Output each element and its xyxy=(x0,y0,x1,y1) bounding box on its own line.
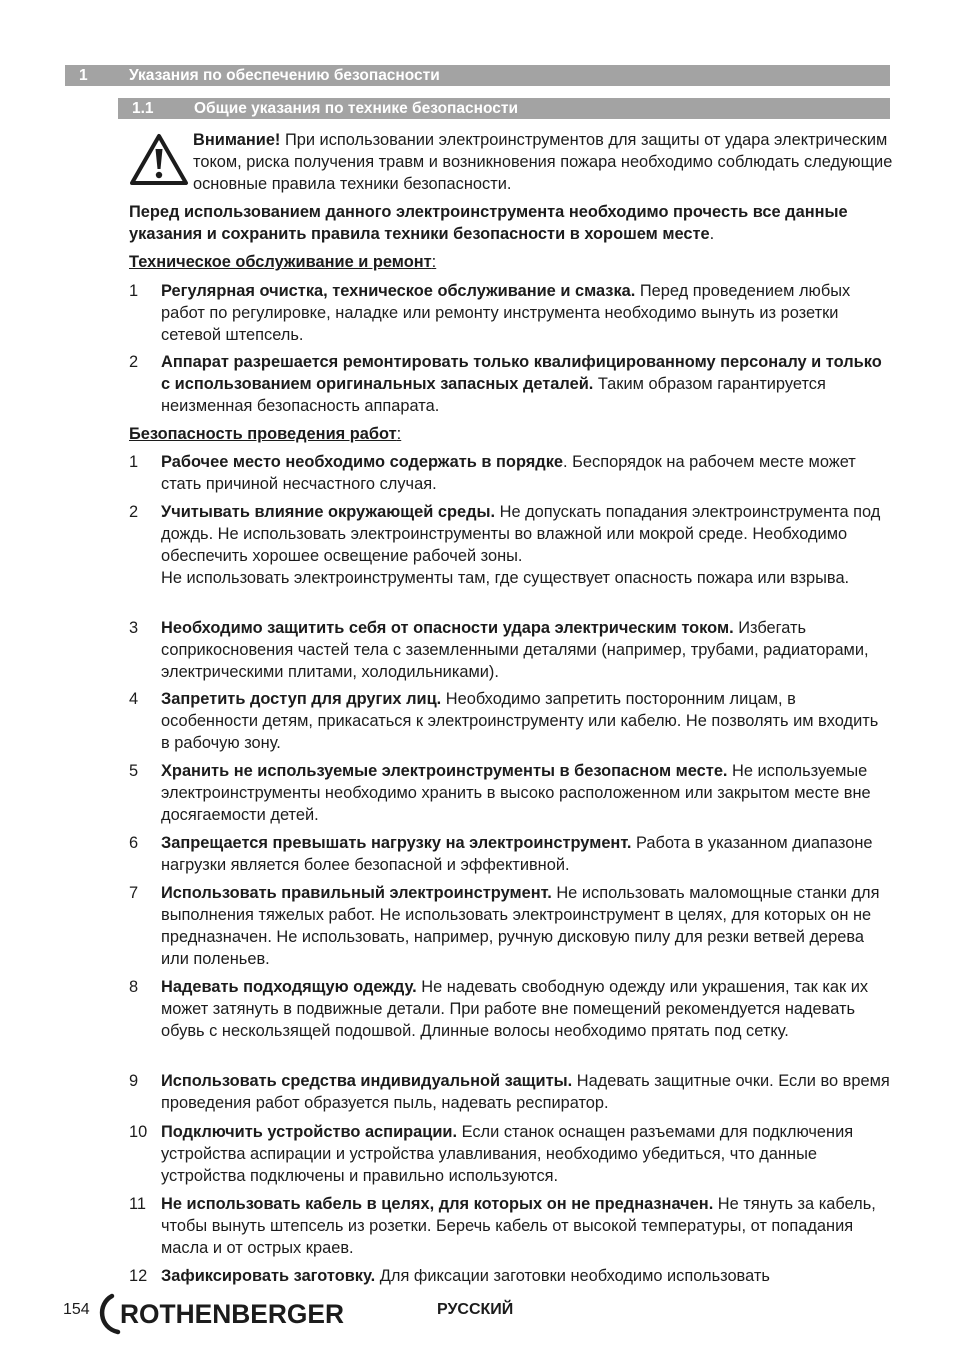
list-item xyxy=(129,451,890,495)
section-number: 1 xyxy=(79,67,88,84)
item-bold: Рабочее место необходимо содержать в порядке xyxy=(161,453,564,471)
item-number: 4 xyxy=(129,690,139,708)
list-item xyxy=(129,351,890,417)
item-number: 1 xyxy=(129,453,139,471)
rothenberger-logo-icon xyxy=(96,1292,348,1336)
item-text: Избегать соприкосновения частей тела с заземленными деталями (например, трубами, радиаторами, электрическими плитами, холодильниками). xyxy=(161,619,869,681)
language-label: РУССКИЙ xyxy=(437,1301,514,1318)
item-text: Перед проведением любых работ по регулировке, наладке или ремонту инструмента необходимо вынуть из розетки сетевой штепсель. xyxy=(161,282,851,344)
work-safety-colon: : xyxy=(396,425,402,443)
list-item xyxy=(129,1121,890,1187)
intro-bold: Перед использованием данного электроинструмента необходимо прочесть все данные указания и сохранить правила техники безопасности в хорошем месте xyxy=(129,203,848,243)
subsection-header xyxy=(118,98,890,119)
brand-text: ROTHENBERGER xyxy=(120,1299,344,1329)
item-number: 11 xyxy=(129,1195,147,1213)
item-number: 8 xyxy=(129,978,139,996)
item-text: Не надевать свободную одежду или украшения, так как их может затянуть в подвижные детали. При работе вне помещений рекомендуется надевать обувь с нескользящей подошвой. Длинные волосы необходимо прятать под сетку. xyxy=(161,978,869,1040)
maintenance-heading xyxy=(129,251,436,273)
item-number: 1 xyxy=(129,282,139,300)
item-text: Не допускать попадания электроинструмента под дождь. Не использовать электроинструменты во влажной или мокрой среде. Необходимо обеспечить хорошее освещение рабочей зоны. xyxy=(161,503,881,565)
list-item xyxy=(129,760,890,826)
intro-tail: . xyxy=(709,225,715,243)
item-bold: Запрещается превышать нагрузку на электроинструмент. xyxy=(161,834,632,852)
item-bold: Подключить устройство аспирации. xyxy=(161,1123,458,1141)
list-item xyxy=(129,688,890,754)
item-bold: Хранить не используемые электроинструменты в безопасном месте. xyxy=(161,762,728,780)
list-item xyxy=(129,1265,890,1287)
item-number: 12 xyxy=(129,1267,148,1285)
item-text: Необходимо запретить посторонним лицам, в особенности детям, прикасаться к электроинструменту или кабелю. Не позволять им входить в рабочую зону. xyxy=(161,690,879,752)
warning-label: Внимание! xyxy=(193,131,281,149)
item-number: 5 xyxy=(129,762,139,780)
item-number: 10 xyxy=(129,1123,148,1141)
subsection-number: 1.1 xyxy=(132,100,154,117)
warning-triangle-icon xyxy=(128,132,190,188)
item-bold: Регулярная очистка, техническое обслуживание и смазка. xyxy=(161,282,636,300)
item-text: Надевать защитные очки. Если во время проведения работ образуется пыль, надевать респиратор. xyxy=(161,1072,890,1112)
item-text: Не используемые электроинструменты необходимо хранить в высоко расположенном или закрытом месте вне досягаемости детей. xyxy=(161,762,871,824)
list-item xyxy=(129,1070,890,1114)
list-item xyxy=(129,832,890,876)
item-number: 2 xyxy=(129,503,139,521)
item-bold: Зафиксировать заготовку. xyxy=(161,1267,376,1285)
item-number: 3 xyxy=(129,619,139,637)
item-bold: Запретить доступ для других лиц. xyxy=(161,690,442,708)
section-header xyxy=(65,65,890,86)
list-item xyxy=(129,1193,890,1259)
item-bold: Необходимо защитить себя от опасности удара электрическим током. xyxy=(161,619,734,637)
item-text: Не использовать маломощные станки для выполнения тяжелых работ. Не использовать электроинструмент в целях, для которых он не предназначен. Не использовать, например, ручную дисковую пилу для резки ветвей дерева или поленьев. xyxy=(161,884,880,968)
item-bold: Надевать подходящую одежду. xyxy=(161,978,417,996)
list-item xyxy=(129,617,890,683)
item-text: Не тянуть за кабель, чтобы вынуть штепсель из розетки. Беречь кабель от высокой температуры, от попадания масла и от острых краев. xyxy=(161,1195,876,1257)
item-bold: Учитывать влияние окружающей среды. xyxy=(161,503,496,521)
warning-text: При использовании электроинструментов для защиты от удара электрическим током, риска получения травм и возникновения пожара необходимо соблюдать следующие основные правила техники безопасности. xyxy=(193,131,893,193)
list-item xyxy=(129,501,890,589)
item-bold: Использовать правильный электроинструмент. xyxy=(161,884,552,902)
work-safety-heading xyxy=(129,423,401,445)
item-number: 7 xyxy=(129,884,139,902)
item-bold: Аппарат разрешается ремонтировать только квалифицированному персоналу и только с использованием оригинальных запасных деталей. xyxy=(161,353,882,393)
item-bold: Не использовать кабель в целях, для которых он не предназначен. xyxy=(161,1195,714,1213)
subsection-title: Общие указания по технике безопасности xyxy=(194,100,519,117)
warning-paragraph xyxy=(193,129,893,195)
item-text: Работа в указанном диапазоне нагрузки является более безопасной и эффективной. xyxy=(161,834,873,874)
item-text: Для фиксации заготовки необходимо использовать xyxy=(375,1267,770,1285)
list-item xyxy=(129,882,890,970)
maintenance-colon: : xyxy=(431,253,437,271)
item-text: . Беспорядок на рабочем месте может стать причиной несчастного случая. xyxy=(161,453,856,493)
list-item xyxy=(129,976,890,1042)
page-number: 154 xyxy=(63,1301,90,1318)
item-text-continued: Не использовать электроинструменты там, где существует опасность пожара или взрыва. xyxy=(161,569,850,587)
item-number: 9 xyxy=(129,1072,139,1090)
intro-paragraph xyxy=(129,201,889,245)
maintenance-title: Техническое обслуживание и ремонт xyxy=(129,253,432,271)
item-number: 2 xyxy=(129,353,139,371)
item-number: 6 xyxy=(129,834,139,852)
item-text: Таким образом гарантируется неизменная безопасность аппарата. xyxy=(161,375,826,415)
item-bold: Использовать средства индивидуальной защиты. xyxy=(161,1072,573,1090)
work-safety-title: Безопасность проведения работ xyxy=(129,425,397,443)
list-item xyxy=(129,280,890,346)
section-title: Указания по обеспечению безопасности xyxy=(129,67,440,84)
item-text: Если станок оснащен разъемами для подключения устройства аспирации и устройства улавливания, необходимо убедиться, что данные устройства подключены и правильно используются. xyxy=(161,1123,854,1185)
